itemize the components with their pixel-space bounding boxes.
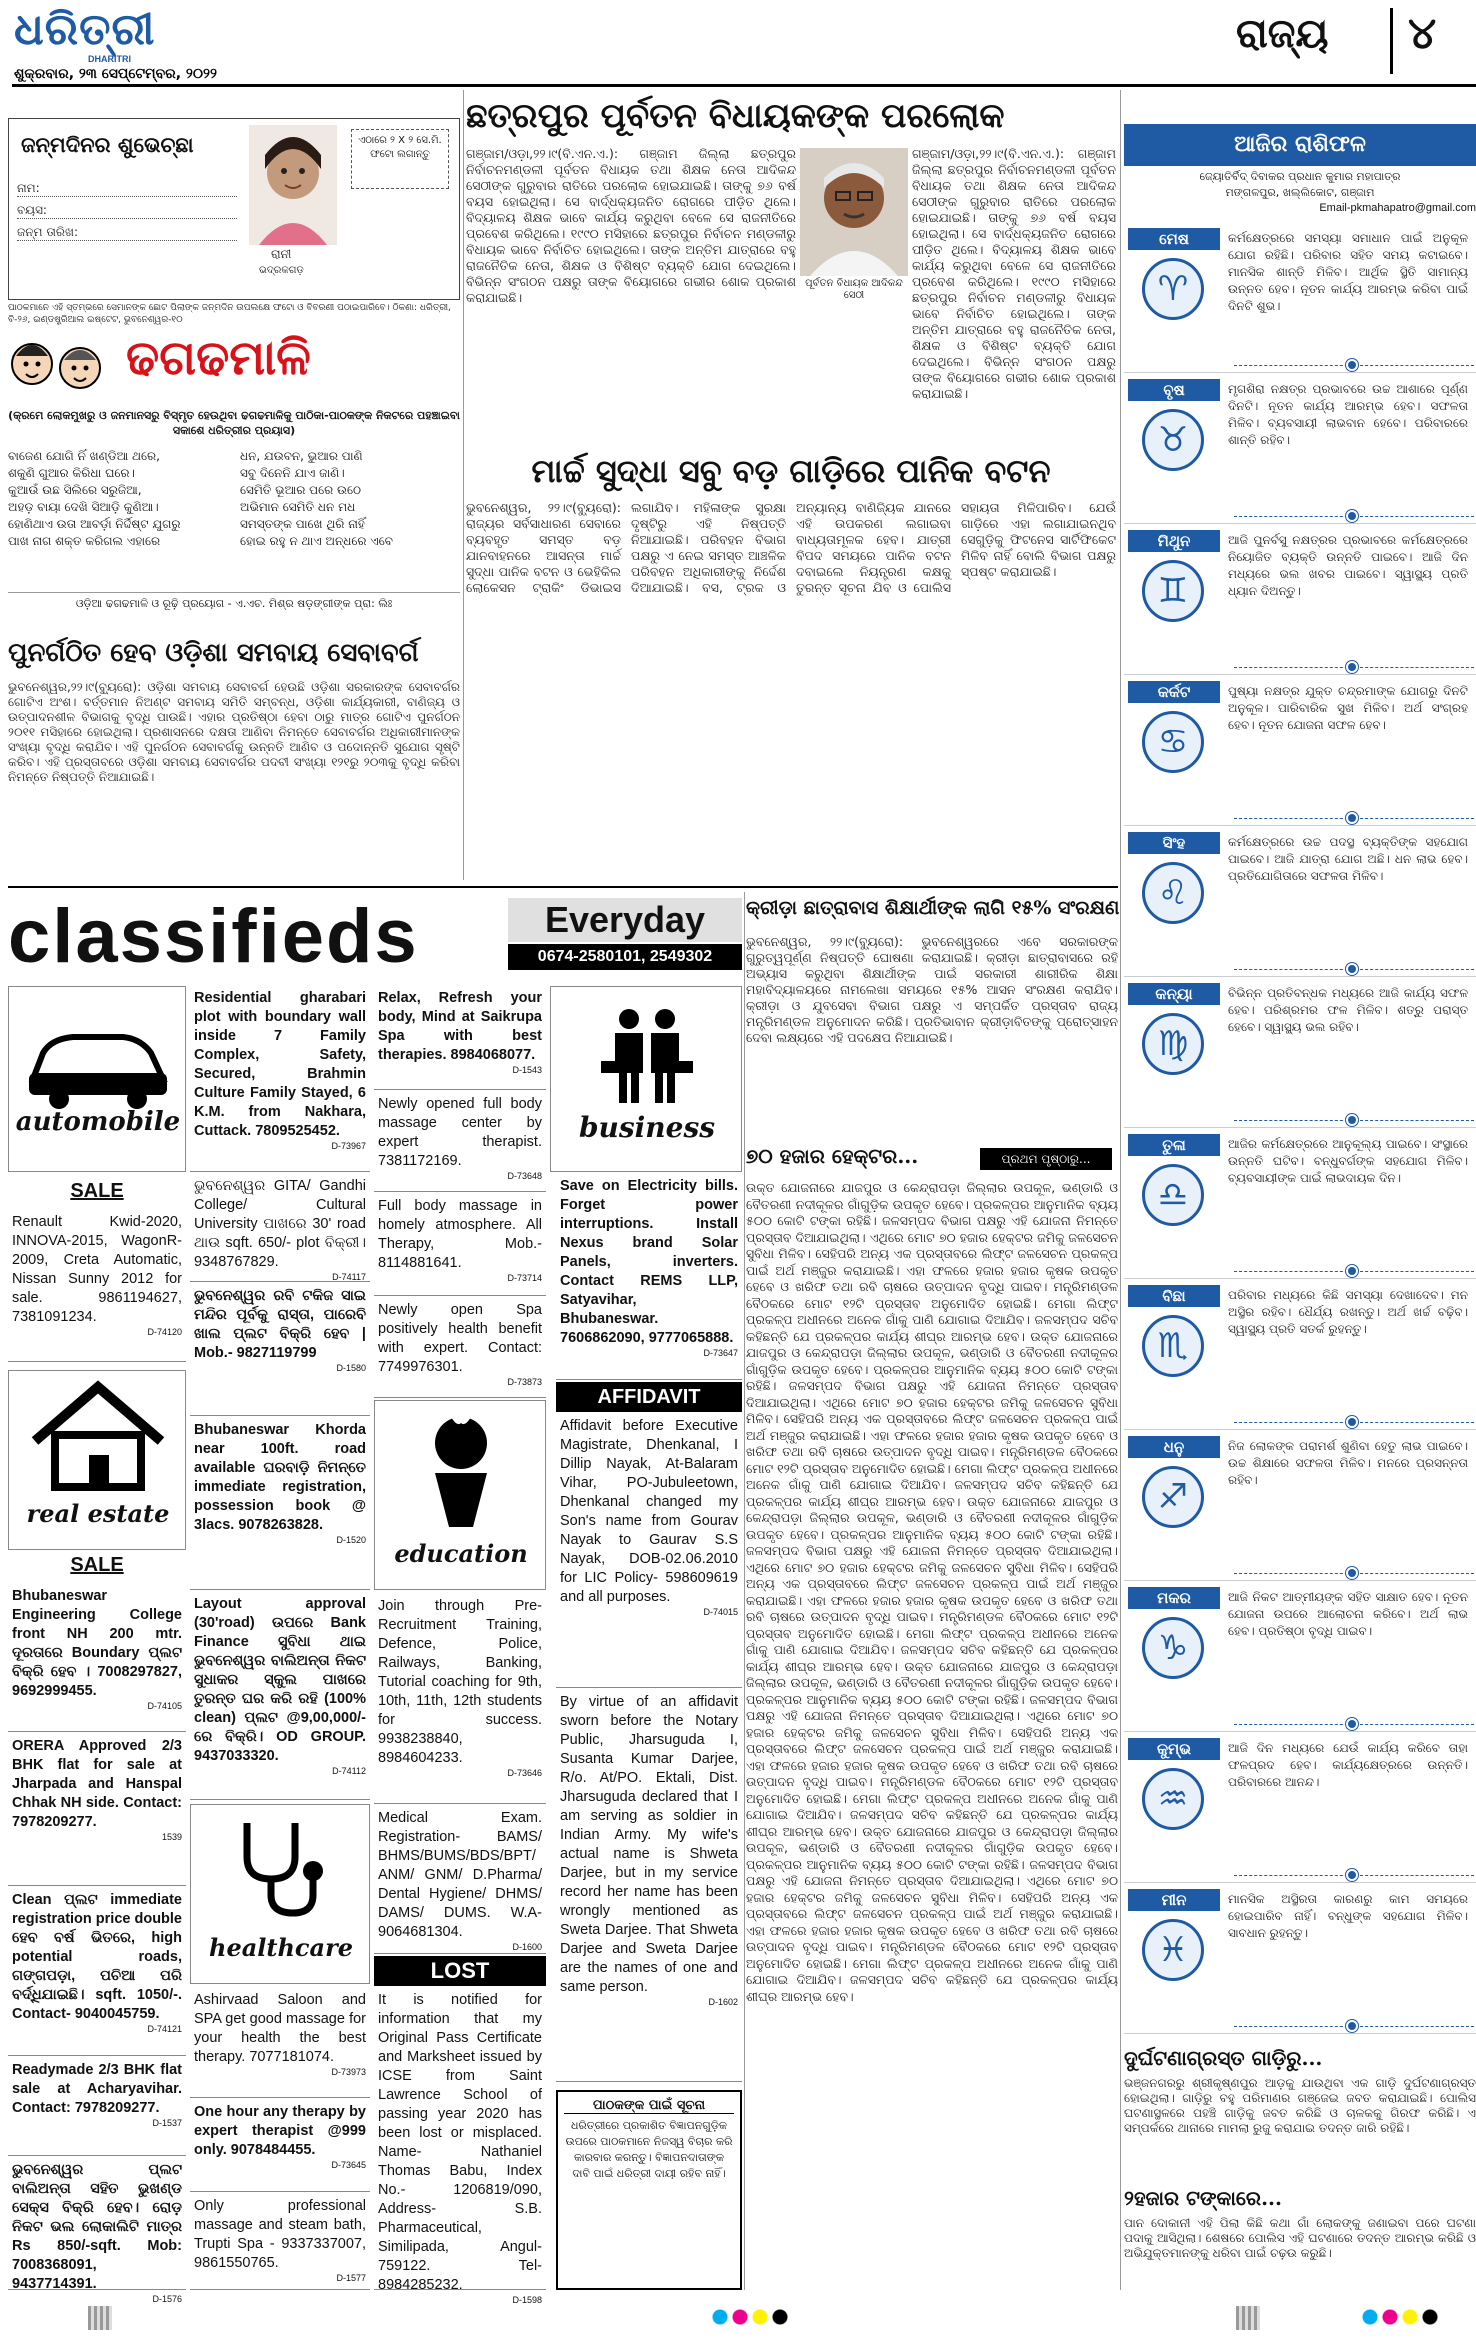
horoscope-sign-row [1124, 977, 1476, 1128]
coop-body: ଭୁବନେଶ୍ୱର,୨୨।୯(ବ୍ୟୁରୋ): ଓଡ଼ିଶା ସମବାୟ ସେବାବର୍ଗ ହେଉଛି ଓଡ଼ିଶା ସରକାରଙ୍କ ସେବାବର୍ଗର ଗୋଟିଏ ଅଂଶ। ବର୍ତ୍ତମାନ ନିଅଣ୍ଟ ସମବାୟ ସମିତି ସମ୍ବନ୍ଧ, ଓଡ଼ିଶା କାର୍ଯ୍ୟକାରୀ, ବାଣିଜ୍ୟ ଓ ଉତ୍ପାଦନଶୀଳ ବିଭାଗକୁ ବୃଦ୍ଧି ପାଉଛି। ଏହାର ପ୍ରତିଷ୍ଠା ହେବା ଠାରୁ ମାତ୍ର ଗୋଟିଏ ପୁନର୍ଗଠନ ୨୦୧୧ ମସିହାରେ ହୋଇଥିଲା। ପ୍ରଶାସନରେ ଦକ୍ଷତା ଆଣିବା ନିମନ୍ତେ ସେବାବର୍ଗର ଅଧିକାରୀମାନଙ୍କ ସଂଖ୍ୟା ବୃଦ୍ଧି କରାଯିବ। ଏହି ପୁନର୍ଗଠନ ସେବାବର୍ଗକୁ ଉନ୍ନତି ଆଣିବ ଓ ପଦୋନ୍ନତି ସୁଯୋଗ ସୃଷ୍ଟି କରିବ। ଏହି ପ୍ରସ୍ତାବରେ ଓଡ଼ିଶା ସମବାୟ ସେବାବର୍ଗର ପଦବୀ ସଂଖ୍ୟା ୧୨୧ରୁ ୨୦୩କୁ ବୃଦ୍ଧି କରିବା ନିମନ୍ତେ ନିଷ୍ପତ୍ତି ନିଆଯାଇଛି। [8, 680, 460, 784]
horoscope-sign-text: ମାନସିକ ଅସ୍ଥିରତା କାରଣରୁ କାମ ସମୟରେ ହୋଇପାରିବ ନାହିଁ। ବନ୍ଧୁଙ୍କ ସହଯୋଗ ମିଳିବ। ସାବଧାନ ରୁହନ୍ତୁ। [1228, 1892, 1468, 1940]
horoscope-sign-row [1124, 1732, 1476, 1883]
vehicle-headline[interactable]: ମାର୍ଚ୍ଚ ସୁଦ୍ଧା ସବୁ ବଡ଼ ଗାଡ଼ିରେ ପାନିକ ବଟନ [531, 452, 1051, 490]
vehicle-body: ଭୁବନେଶ୍ୱର, ୨୨।୯(ବ୍ୟୁରୋ): ରାଜ୍ୟର ସର୍ବସାଧାରଣ ସେବାରେ ବ୍ୟବହୃତ ସମସ୍ତ ବଡ଼ ଯାନବାହନରେ ଆସନ୍ତା ମାର୍ଚ୍ଚ ସୁଦ୍ଧା ପାନିକ ବଟନ ଓ ଭେହିକିଲ ଲୋକେସନ ଟ୍ରାକିଂ ଡିଭାଇସ ଲଗାଯିବ। ମହିଳାଙ୍କ ସୁରକ୍ଷା ଦୃଷ୍ଟିରୁ ଏହି ନିଷ୍ପତ୍ତି ନିଆଯାଇଛି। ପରିବହନ ବିଭାଗ ପକ୍ଷରୁ ଏ ନେଇ ସମସ୍ତ ଆଞ୍ଚଳିକ ପରିବହନ ଅଧିକାରୀଙ୍କୁ ନିର୍ଦ୍ଦେଶ ଦିଆଯାଇଛି। ବସ, ଟ୍ରକ ଓ ଅନ୍ୟାନ୍ୟ ବାଣିଜ୍ୟିକ ଯାନରେ ଏହି ଉପକରଣ ଲଗାଇବା ବାଧ୍ୟତାମୂଳକ ହେବ। ଯାତ୍ରୀ ବିପଦ ସମୟରେ ପାନିକ ବଟନ ଦବାଇଲେ ନିୟନ୍ତ୍ରଣ କକ୍ଷକୁ ତୁରନ୍ତ ସୂଚନା ଯିବ ଓ ପୋଲିସ ସହାୟତା ମିଳିପାରିବ। ଯେଉଁ ଗାଡ଼ିରେ ଏହା ଲଗାଯାଇନଥିବ ସେଗୁଡ଼ିକୁ ଫିଟନେସ ସାର୍ଟିଫିକେଟ ମିଳିବ ନାହିଁ ବୋଲି ବିଭାଗ ପକ୍ଷରୁ ସ୍ପଷ୍ଟ କରାଯାଇଛି। [466, 500, 1116, 595]
horoscope-sign-text: ବିଭିନ୍ନ ପ୍ରତିବନ୍ଧକ ମଧ୍ୟରେ ଆଜି କାର୍ଯ୍ୟ ସଫଳ ହେବ। ପରିଶ୍ରମର ଫଳ ମିଳିବ। ଶତ୍ରୁ ପରାସ୍ତ ହେବେ। ସ୍ୱାସ୍ଥ୍ୟ ଭଲ ରହିବ। [1228, 986, 1468, 1034]
horoscope-sign-name: ମୀନ [1128, 1889, 1220, 1911]
masthead-logo[interactable]: ଧରିତ୍ରୀ [14, 4, 156, 55]
dhagadamali-title: ଢଗଢମାଳି [126, 330, 311, 386]
horoscope-address: ମଙ୍ଗଳପୁର, ଖଲ୍ଲିକୋଟ, ଗଞ୍ଜାମ [1225, 186, 1375, 199]
horoscope-divider-dot [1346, 1114, 1358, 1126]
registration-mark-right [1236, 2306, 1260, 2330]
ad-newly-open-spa[interactable]: Newly open Spa positively health benefit with expert. Contact: 7749976301. D-73873 [374, 1298, 546, 1398]
hazar-body: ପାନ ଦୋକାନୀ ଏହି ପିଲା କିଛି କଥା ଗାଁ ଲୋକଙ୍କୁ ଜଣାଇବା ପରେ ଘଟଣା ପଦାକୁ ଆସିଥିଲା। ଶେଷରେ ପୋଲିସ ଏହି ଘଟଣାରେ ତଦନ୍ତ ଆରମ୍ଭ କରିଛି ଓ ଅଭିଯୁକ୍ତମାନଙ୍କୁ ଧରିବା ପାଇଁ ଚଢ଼ଉ କରୁଛି। [1124, 2216, 1476, 2260]
affidavit-heading: AFFIDAVIT [556, 1382, 742, 1412]
birthday-title: ଜନ୍ମଦିନର ଶୁଭେଚ୍ଛା [21, 133, 194, 157]
child-name: ରାନୀ [271, 247, 292, 261]
education-torch-icon [415, 1409, 507, 1533]
horoscope-sign-row [1124, 1883, 1476, 2034]
horoscope-sign-name: ମିଥୁନ [1128, 530, 1220, 552]
lead-body-right: ଗଞ୍ଜାମ/ଓଡ଼ା,୨୨।୯(ବି.ଏନ.ଏ.): ଗଞ୍ଜାମ ଜିଲ୍ଲା ଛତ୍ରପୁର ନିର୍ବାଚନମଣ୍ଡଳୀ ପୂର୍ବତନ ବିଧାୟକ ତଥା ଶିକ୍ଷକ ନେତା ଆଦିକନ୍ଦ ସେଠୀଙ୍କ ଗୁରୁବାର ରାତିରେ ପରଲୋକ ହୋଇଯାଇଛି। ତାଙ୍କୁ ୭୬ ବର୍ଷ ବୟସ ହୋଇଥିଲା। ସେ ବାର୍ଦ୍ଧକ୍ୟଜନିତ ରୋଗରେ ପୀଡ଼ିତ ଥିଲେ। ବିଦ୍ୟାଳୟ ଶିକ୍ଷକ ଭାବେ କାର୍ଯ୍ୟ କରୁଥିବା ବେଳେ ସେ ରାଜନୀତିରେ ପ୍ରବେଶ କରିଥିଲେ। ୧୯୯୦ ମସିହାରେ ଛତ୍ରପୁର ନିର୍ବାଚନ ମଣ୍ଡଳୀରୁ ବିଧାୟକ ଭାବେ ନିର୍ବାଚିତ ହୋଇଥିଲେ। ତାଙ୍କ ଅନ୍ତିମ ଯାତ୍ରାରେ ବହୁ ରାଜନୈତିକ ନେତା, ଶିକ୍ଷକ ଓ ବିଶିଷ୍ଟ ବ୍ୟକ୍ତି ଯୋଗ ଦେଇଥିଲେ। ବିଭିନ୍ନ ସଂଗଠନ ପକ୍ଷରୁ ତାଙ୍କ ବିୟୋଗରେ ଗଭୀର ଶୋକ ପ୍ରକାଶ କରାଯାଇଛି। [912, 146, 1116, 401]
classifieds-title: classifieds [8, 894, 419, 979]
ad-engineering-college[interactable]: Bhubaneswar Engineering College front NH 200 mtr. ଦୂରତାରେ Boundary ପ୍ଲଟ ବିକ୍ରି ହେବ । 7008297827, 9692999455. D-74105 [8, 1584, 186, 1732]
ad-solar[interactable]: Save on Electricity bills. Forget power interruptions. Install Nexus brand Solar Panels, inverters. Contact REMS LLP, Satyavihar, Bhubaneswar. 7606862090, 9777065888. D-73647 [556, 1174, 742, 1380]
horoscope-sign-text: ଆଜି ନିକଟ ଆତ୍ମୀୟଙ୍କ ସହିତ ସାକ୍ଷାତ ହେବ। ନୂତନ ଯୋଜନା ଉପରେ ଆଲୋଚନା କରିବେ। ଅର୍ଥ ଲାଭ ହେବ। ପ୍ରତିଷ୍ଠା ବୃଦ୍ଧି ପାଇବ। [1228, 1590, 1468, 1638]
horoscope-astrologer: ଜ୍ୟୋତିର୍ବିଦ୍ ଦିବାକର ପ୍ରଧାନ କୁମାର ମହାପାତ୍ର [1199, 170, 1401, 183]
ad-readymade[interactable]: Readymade 2/3 BHK flat sale at Acharyavihar. Contact: 7978209277. D-1537 [8, 2058, 186, 2156]
horoscope-divider-dot [1346, 1869, 1358, 1881]
child-photo [249, 125, 337, 245]
classifieds-phones[interactable]: 0674-2580101, 2549302 [508, 944, 742, 970]
registration-dots-left [710, 2308, 790, 2326]
ad-gita[interactable]: ଭୁବନେଶ୍ୱର GITA/ Gandhi College/ Cultural University ପାଖରେ 30' road ଥାଉ sqft. 650/- plot ବିକ୍ରୀ। 9348767829. D-74117 [190, 1174, 370, 1282]
ad-pre-recruitment[interactable]: Join through Pre-Recruitment Training, Defence, Police, Railways, Banking, Tutorial coaching for 9th, 10th, 11th, 12th students for success. 9938238840, 8984604233. D-73646 [374, 1594, 546, 1804]
zodiac-icon: ♎ [1142, 1164, 1204, 1226]
horoscope-sign-row [1124, 1430, 1476, 1581]
ad-affidavit-2[interactable]: By virtue of an affidavit sworn before the Notary Public, Jharsuguda I, Susanta Kumar Darjee, R/o. At/PO. Ektali, Dist. Jharsuguda declared that I am serving as soldier in Indian Army. My wife's actual name is Shweta Darjee, but in my service record her name has been wrongly mentioned as Sweta Darjee. That Shweta Darjee and Sweta Darjee are the names of one and same person. D-1602 [556, 1690, 742, 2082]
category-education-label: education [394, 1539, 528, 1568]
ad-orera[interactable]: ORERA Approved 2/3 BHK flat for sale at Jharpada and Hanspal Chhak NH side. Contact: 7978209277. 1539 [8, 1734, 186, 1886]
page-number: ୪ [1408, 8, 1437, 59]
ad-full-body[interactable]: Full body massage in homely atmosphere. All Therapy, Mob.- 8114881641. D-73714 [374, 1194, 546, 1296]
lead-headline[interactable]: ଛତ୍ରପୁର ପୂର୍ବତନ ବିଧାୟକଙ୍କ ପରଲୋକ [466, 96, 1005, 136]
registration-dots-right [1360, 2308, 1440, 2326]
horoscope-sign-row [1124, 222, 1476, 373]
horoscope-divider-dot [1346, 812, 1358, 824]
sports-body: ଭୁବନେଶ୍ୱର, ୨୨।୯(ବ୍ୟୁରୋ): ଭୁବନେଶ୍ୱରରେ ଏବେ ସରକାରଙ୍କ ଗୁରୁତ୍ୱପୂର୍ଣ୍ଣ ନିଷ୍ପତ୍ତି ଘୋଷଣା କରାଯାଇଛି। କ୍ରୀଡ଼ା ଛାତ୍ରାବାସରେ ରହି ଅଭ୍ୟାସ କରୁଥିବା ଶିକ୍ଷାର୍ଥୀଙ୍କ ପାଇଁ ସରକାରୀ ଶାରୀରିକ ଶିକ୍ଷା ମହାବିଦ୍ୟାଳୟରେ ନାମଲେଖା ସମୟରେ ୧୫% ଆସନ ସଂରକ୍ଷଣ କରାଯିବ। କ୍ରୀଡ଼ା ଓ ଯୁବସେବା ବିଭାଗ ପକ୍ଷରୁ ଏ ସମ୍ପର୍କିତ ପ୍ରସ୍ତାବ ରାଜ୍ୟ ମନ୍ତ୍ରିମଣ୍ଡଳ ଅନୁମୋଦନ କରିଛି। ପ୍ରତିଭାବାନ କ୍ରୀଡ଼ାବିତଙ୍କୁ ପ୍ରୋତ୍ସାହନ ଦେବା ଲକ୍ଷ୍ୟରେ ଏହି ପଦକ୍ଷେପ ନିଆଯାଇଛି। [746, 934, 1118, 1045]
notice-title: ପାଠକଙ୍କ ପାଇଁ ସୂଚନା [564, 2098, 734, 2114]
horoscope-sign-row [1124, 524, 1476, 675]
lead-photo-caption: ପୂର୍ବତନ ବିଧାୟକ ଆଦିକନ୍ଦ ସେଠୀ [805, 278, 903, 301]
column-rule-2 [1120, 90, 1121, 2290]
lead-photo [800, 148, 908, 276]
horoscope-sign-row [1124, 826, 1476, 977]
accident-headline[interactable]: ଦୁର୍ଘଟଣାଗ୍ରସ୍ତ ଗାଡ଼ିରୁ... [1124, 2046, 1323, 2070]
dhagadamali-subtitle: (କ୍ରମେ ଲୋକମୁଖରୁ ଓ ଜନମାନସରୁ ବିସ୍ମୃତ ହେଉଥିବା ଢଗଢମାଳିକୁ ପାଠିକା-ପାଠକଙ୍କ ନିକଟରେ ପହଞ୍ଚାଇବା ସକାଶେ ଧରିତ୍ରୀର ପ୍ରୟାସ) [8, 409, 460, 437]
ad-professional[interactable]: Only professional massage and steam bath, Trupti Spa - 9337337007, 9861550765. D-1577 [190, 2194, 370, 2290]
dhagadamali-box [8, 330, 460, 630]
zodiac-icon: ♑ [1142, 1617, 1204, 1679]
horoscope-divider-dot [1346, 1718, 1358, 1730]
horoscope-divider-dot [1346, 1567, 1358, 1579]
zodiac-icon: ♏ [1142, 1315, 1204, 1377]
ad-khordha[interactable]: Bhubaneswar Khorda near 100ft. road available ଘରବାଡ଼ି ନିମନ୍ତେ immediate registration, possession book @ 3lacs. 9078263828. D-1520 [190, 1418, 370, 1590]
ad-layout[interactable]: Layout approval (30'road) ଉପରେ Bank Finance ସୁବିଧା ଥାଇ ଭୁବନେଶ୍ୱର ବାଲିଅନ୍ତା ନିକଟ ସୁଧାକର ସ୍କୁଲ ପାଖରେ ତୁରନ୍ତ ଘର କରି ରହି (100% clean) ପ୍ଲଟ @9,00,000/-ରେ ବିକ୍ରି। OD GROUP. 9437033320. D-74112 [190, 1592, 370, 1800]
stethoscope-icon [227, 1813, 337, 1923]
horoscope-sign-name: ମକର [1128, 1587, 1220, 1609]
horoscope-sign-name: ତୁଳା [1128, 1134, 1220, 1156]
section-divider [1390, 8, 1393, 74]
ad-relax[interactable]: Relax, Refresh your body, Mind at Saikrupa Spa with best therapies. 8984068077. D-1543 [374, 986, 546, 1090]
category-healthcare-label: healthcare [209, 1933, 353, 1962]
zodiac-icon: ♓ [1142, 1919, 1204, 1981]
continued-tag: ପ୍ରଥମ ପୃଷ୍ଠାରୁ... [980, 1148, 1112, 1170]
horoscope-sign-name: କୁମ୍ଭ [1128, 1738, 1220, 1760]
horoscope-sign-name: କର୍କଟ [1128, 681, 1220, 703]
horoscope-sign-text: ମୃଗଶିରା ନକ୍ଷତ୍ର ପ୍ରଭାବରେ ଉଚ୍ଚ ଆଶାରେ ପୂର୍ଣ୍ଣ ଦିନଟି। ନୂତନ କାର୍ଯ୍ୟ ଆରମ୍ଭ ହେବ। ସଫଳତା ମିଳିବ। ବ୍ୟବସାୟୀ ଲାଭବାନ ହେବେ। ପରିବାରରେ ଶାନ୍ତି ରହିବ। [1228, 382, 1468, 447]
horoscope-sign-name: ବୃଷ [1128, 379, 1220, 401]
sale-label-1: SALE [70, 1180, 124, 1202]
horoscope-sign-text: ଆଜିର କର୍ମକ୍ଷେତ୍ରରେ ଆନୁକୂଲ୍ୟ ପାଇବେ। ସଂସ୍ଥାରେ ଉନ୍ନତି ଘଟିବ। ବନ୍ଧୁବର୍ଗଙ୍କ ସହଯୋଗ ମିଳିବ। ବ୍ୟବସାୟୀଙ୍କ ପାଇଁ ଲାଭଦାୟକ ଦିନ। [1228, 1137, 1468, 1185]
horoscope-divider-dot [1346, 1416, 1358, 1428]
child-place: ଭଦ୍ରକଗଡ଼ [259, 265, 304, 276]
ad-kwid[interactable]: Renault Kwid-2020, INNOVA-2015, WagonR-2009, Creta Automatic, Nissan Sunny 2012 for sale. 9861194627, 7381091234. D-74120 [8, 1210, 186, 1362]
continued-headline[interactable]: ୭୦ ହଜାର ହେକ୍ଟର... [746, 1144, 919, 1168]
dhagadamali-credit: ଓଡ଼ିଆ ଢଗଢମାଳି ଓ ରୂଢ଼ି ପ୍ରୟୋଗ - ଏ.ଏଚ. ମିଶ୍ର ଷଡ଼ଙ୍ଗୀଙ୍କ ପ୍ରା: ଲିଃ [8, 592, 460, 611]
ad-gharabari[interactable]: Residential gharabari plot with boundary wall inside 7 Family Complex, Safety, Secured, Brahmin Culture Family Stayed, 6 K.M. from Nakhara, Cuttack. 7809525452. D-73967 [190, 986, 370, 1172]
horoscope-sign-row [1124, 675, 1476, 826]
horoscope-divider-dot [1346, 1265, 1358, 1277]
lost-heading: LOST [374, 1956, 546, 1986]
registration-mark-left [88, 2306, 112, 2330]
cartoon-faces-icon [8, 330, 108, 404]
dhagadamali-right: ଧନ, ଯଉବନ, ଭୁଆର ପାଣି ସବୁ ଦିନେନି ଯାଏ ଜାଣି। ସେମିତି ଭୂଆର ପରେ ଉଠେ ଅଭିମାନ ସେମିତି ଧନ ମଧ ସମସ୍ତଙ୍କ ପାଖେ ଥିରି ନାହିଁ ହୋଇ ରହୁ ନ ଥାଏ ଅନ୍ଧରେ ଏବେ [240, 449, 393, 548]
column-rule-3 [744, 892, 745, 2290]
accident-body: ଭଞ୍ଜନଗରରୁ ଶ୍ରୀକୃଷ୍ଣପୁର ଆଡ଼କୁ ଯାଉଥିବା ଏକ ଗାଡ଼ି ଦୁର୍ଘଟଣାଗ୍ରସ୍ତ ହୋଇଥିଲା। ଗାଡ଼ିରୁ ବହୁ ପରିମାଣର ଗଞ୍ଜେଇ ଜବତ କରାଯାଇଛି। ପୋଲିସ ଘଟଣାସ୍ଥଳରେ ପହଞ୍ଚି ଗାଡ଼ିକୁ ଜବତ କରିଛି ଓ ଚାଳକକୁ ଗିରଫ କରିଛି। ଏ ସମ୍ପର୍କରେ ଥାନାରେ ମାମଲା ରୁଜୁ କରାଯାଇ ତଦନ୍ତ ଜାରି ରହିଛି। [1124, 2076, 1476, 2135]
coop-headline[interactable]: ପୁନର୍ଗଠିତ ହେବ ଓଡ଼ିଶା ସମବାୟ ସେବାବର୍ଗ [8, 638, 419, 668]
category-education[interactable] [374, 1400, 546, 1590]
ad-balianta[interactable]: ଭୁବନେଶ୍ୱର ପ୍ଲଟ ବାଲିଅନ୍ତା ସହିତ ଭୁଖଣ୍ଡ ସେକ୍ସ ବିକ୍ରି ହେବ। ରୋଡ଼ ନିକଟ ଭଲ ଲୋକାଲିଟି ମାତ୍ର Rs 850/-sqft. Mob: 7008368091, 9437714391. D-1576 [8, 2158, 186, 2290]
zodiac-icon: ♈ [1142, 258, 1204, 320]
masthead [0, 0, 1476, 84]
notice-body: ଧରିତ୍ରୀରେ ପ୍ରକାଶିତ ବିଜ୍ଞାପନଗୁଡ଼ିକ ଉପରେ ପାଠକମାନେ ନିଜସ୍ୱ ବିଚାର କରି କାରବାର କରନ୍ତୁ। ବିଜ୍ଞାପନଦାତାଙ୍କ ଦାବି ପାଇଁ ଧରିତ୍ରୀ ଦାୟୀ ରହିବ ନାହିଁ। [565, 2119, 733, 2180]
lead-body-left: ଗଞ୍ଜାମ/ଓଡ଼ା,୨୨।୯(ବି.ଏନ.ଏ.): ଗଞ୍ଜାମ ଜିଲ୍ଲା ଛତ୍ରପୁର ନିର୍ବାଚନମଣ୍ଡଳୀ ପୂର୍ବତନ ବିଧାୟକ ତଥା ଶିକ୍ଷକ ନେତା ଆଦିକନ୍ଦ ସେଠୀଙ୍କ ଗୁରୁବାର ରାତିରେ ପରଲୋକ ହୋଇଯାଇଛି। ତାଙ୍କୁ ୭୬ ବର୍ଷ ବୟସ ହୋଇଥିଲା। ସେ ବାର୍ଦ୍ଧକ୍ୟଜନିତ ରୋଗରେ ପୀଡ଼ିତ ଥିଲେ। ବିଦ୍ୟାଳୟ ଶିକ୍ଷକ ଭାବେ କାର୍ଯ୍ୟ କରୁଥିବା ବେଳେ ସେ ରାଜନୀତିରେ ପ୍ରବେଶ କରିଥିଲେ। ୧୯୯୦ ମସିହାରେ ଛତ୍ରପୁର ନିର୍ବାଚନ ମଣ୍ଡଳୀରୁ ବିଧାୟକ ଭାବେ ନିର୍ବାଚିତ ହୋଇଥିଲେ। ତାଙ୍କ ଅନ୍ତିମ ଯାତ୍ରାରେ ବହୁ ରାଜନୈତିକ ନେତା, ଶିକ୍ଷକ ଓ ବିଶିଷ୍ଟ ବ୍ୟକ୍ତି ଯୋଗ ଦେଇଥିଲେ। ବିଭିନ୍ନ ସଂଗଠନ ପକ୍ଷରୁ ତାଙ୍କ ବିୟୋଗରେ ଗଭୀର ଶୋକ ପ୍ରକାଶ କରାଯାଇଛି। [466, 146, 796, 305]
ad-affidavit-1[interactable]: Affidavit before Executive Magistrate, Dhenkanal, I Dillip Nayak, At-Balaram Vihar, PO-Jubuleetown, Dhenkanal changed my Son's name from Gourav Nayak to Gaurav S.S Nayak, DOB-02.06.2010 for LIC Policy- 598609619 and all purposes. D-74015 [556, 1414, 742, 1688]
horoscope-sign-text: ଆଜି ପୁନର୍ବସୁ ନକ୍ଷତ୍ରର ପ୍ରଭାବରେ କର୍ମକ୍ଷେତ୍ରରେ ନିୟୋଜିତ ବ୍ୟକ୍ତି ଉନ୍ନତି ପାଇବେ। ଆଜି ଦିନ ମଧ୍ୟରେ ଭଲ ଖବର ପାଇବେ। ସ୍ୱାସ୍ଥ୍ୟ ପ୍ରତି ଧ୍ୟାନ ଦିଅନ୍ତୁ। [1228, 533, 1468, 598]
birthday-footnote: ପାଠକମାନେ ଏହି ସ୍ତମ୍ଭରେ ସେମାନଙ୍କ ଛୋଟ ପିଲାଙ୍କ ଜନ୍ମଦିନ ଉପଲକ୍ଷେ ଫଟୋ ଓ ବିବରଣୀ ପଠାଇପାରିବେ। ଠିକଣା: ଧରିତ୍ରୀ, ବି-୨୬, ଇଣ୍ଡଷ୍ଟ୍ରିଆଲ ଇଷ୍ଟେଟ, ଭୁବନେଶ୍ୱର-୧୦ [8, 303, 451, 325]
horoscope-sign-row [1124, 373, 1476, 524]
masthead-date: ଶୁକ୍ରବାର, ୨୩ ସେପ୍ଟେମ୍ବର, ୨୦୨୨ [14, 66, 217, 82]
zodiac-icon: ♊ [1142, 560, 1204, 622]
section-title: ରାଜ୍ୟ [1236, 10, 1329, 57]
print-registration-bar [0, 2300, 1476, 2339]
zodiac-icon: ♐ [1142, 1466, 1204, 1528]
ad-clean-plot[interactable]: Clean ପ୍ଲଟ immediate registration price double ହେବ ବର୍ଷ ଭିତରେ, high potential roads, ଗଙ୍ଗପଡ଼ା, ପଚିଆ ପରି ବର୍ଦ୍ଧିଯାଇଛି। sqft. 1050/-. Contact- 9040045759. D-74121 [8, 1888, 186, 2056]
ad-medical[interactable]: Medical Exam. Registration- BAMS/ BHMS/BUMS/BDS/BPT/ ANM/ GNM/ D.Pharma/ Dental Hygiene/ DHMS/ DAMS/ DUMS. W.A-9064681304. D-1600 [374, 1806, 546, 1954]
ad-newly-opened[interactable]: Newly opened full body massage center by expert therapist. 7381172169. D-73648 [374, 1092, 546, 1192]
category-real-estate[interactable] [8, 1370, 186, 1550]
zodiac-icon: ♋ [1142, 711, 1204, 773]
ad-lost[interactable]: It is notified for information that my Original Pass Certificate and Marksheet issued by ICSE from Saint Lawrence School of passing year 2020 has been lost or misplaced. Name- Nathaniel Thomas Babu, Index No.- 1206819/090, Address- S.B. Pharmaceutical, Similipada, Angul-759122. Tel- 8984285232. D-1598 [374, 1988, 546, 2290]
horoscope-sign-row [1124, 1128, 1476, 1279]
sports-headline[interactable]: କ୍ରୀଡ଼ା ଛାତ୍ରାବାସ ଶିକ୍ଷାର୍ଥୀଙ୍କ ଲାଗି ୧୫% ସଂରକ୍ଷଣ [746, 897, 1120, 919]
horoscope-sign-text: ପରିବାର ମଧ୍ୟରେ କିଛି ସମସ୍ୟା ଦେଖାଦେବ। ମନ ଅସ୍ଥିର ରହିବ। ଧୈର୍ଯ୍ୟ ରଖନ୍ତୁ। ଅର୍ଥ ଖର୍ଚ୍ଚ ବଢ଼ିବ। ସ୍ୱାସ୍ଥ୍ୟ ପ୍ରତି ସତର୍କ ରୁହନ୍ତୁ। [1228, 1288, 1468, 1336]
horoscope-divider-dot [1346, 510, 1358, 522]
horoscope-sign-row [1124, 1279, 1476, 1430]
horoscope-divider-dot [1346, 963, 1358, 975]
horoscope-header: ଆଜିର ରାଶିଫଳ [1124, 124, 1476, 166]
business-people-icon [597, 1005, 697, 1105]
birthday-box [8, 118, 460, 300]
category-business[interactable] [550, 986, 742, 1172]
horoscope-sign-name: ଧନୁ [1128, 1436, 1220, 1458]
horoscope-sign-row [1124, 1581, 1476, 1732]
photo-placeholder: ଏଠାରେ ୨ X ୨ ସେ.ମି. ଫଟୋ ଲଗାନ୍ତୁ [351, 129, 449, 189]
horoscope-divider-dot [1346, 661, 1358, 673]
horoscope-sign-name: ବିଛା [1128, 1285, 1220, 1307]
horoscope-divider-dot [1346, 359, 1358, 371]
zodiac-icon: ♍ [1142, 1013, 1204, 1075]
zodiac-icon: ♉ [1142, 409, 1204, 471]
horoscope-sign-text: ପୁଷ୍ୟା ନକ୍ଷତ୍ର ଯୁକ୍ତ ଚନ୍ଦ୍ରମାଙ୍କ ଯୋଗରୁ ଦିନଟି ଅନୁକୂଳ। ପାରିବାରିକ ସୁଖ ମିଳିବ। ଅର୍ଥ ସଂଗ୍ରହ ହେବ। ନୂତନ ଯୋଜନା ସଫଳ ହେବ। [1228, 684, 1468, 732]
masthead-logo-sub: DHARITRI [88, 54, 131, 64]
classifieds-everyday: Everyday [508, 898, 742, 942]
horoscope-sign-text: ଆଜି ଦିନ ମଧ୍ୟରେ ଯେଉଁ କାର୍ଯ୍ୟ କରିବେ ତାହା ଫଳପ୍ରଦ ହେବ। କାର୍ଯ୍ୟକ୍ଷେତ୍ରରେ ଉନ୍ନତି। ପରିବାରରେ ଆନନ୍ଦ। [1228, 1741, 1468, 1789]
masthead-rule [12, 84, 1476, 87]
horoscope-sign-text: ନିଜ ଲୋକଙ୍କ ପରାମର୍ଶ ଶୁଣିବା ହେତୁ ଲାଭ ପାଇବେ। ଉଚ୍ଚ ଶିକ୍ଷାରେ ସଫଳତା ମିଳିବ। ମନରେ ପ୍ରସନ୍ନତା ରହିବ। [1228, 1439, 1468, 1487]
zodiac-icon: ♌ [1142, 862, 1204, 924]
horoscope-sign-text: କର୍ମକ୍ଷେତ୍ରରେ ଉଚ୍ଚ ପଦସ୍ଥ ବ୍ୟକ୍ତିଙ୍କ ସହଯୋଗ ପାଇବେ। ଆଜି ଯାତ୍ରା ଯୋଗ ଅଛି। ଧନ ଲାଭ ହେବ। ପ୍ରତିଯୋଗିତାରେ ସଫଳତା ମିଳିବ। [1228, 835, 1468, 883]
category-automobile[interactable] [8, 986, 186, 1172]
horoscope-sign-name: କନ୍ୟା [1128, 983, 1220, 1005]
horoscope-sign-name: ମେଷ [1128, 228, 1220, 250]
category-real-estate-label: real estate [26, 1499, 170, 1528]
category-healthcare[interactable] [190, 1804, 370, 1984]
hazar-headline[interactable]: ୨ହଜାର ଟଙ୍କାରେ... [1124, 2186, 1282, 2210]
birthday-dob-label: ଜନ୍ମ ତାରିଖ: [17, 225, 237, 241]
dhagadamali-left: ବାଜେଣ ଯୋଗି ନିଁ ଖଣ୍ଡିଆ ଥରେ, ଶକୁଣି ଗୁଆର କିରିଧା ଘରେ। କୁଆଉଁ ଉଛ ସିଲିରେ ସରୁଜିଆ, ଅହଡ଼ ବାୟା ଦେଖି ସିଆଡ଼ି କୁଣିଆ। ହୋଣିଥାଏ ଉତା ଆବର୍ଡ଼ା ନିର୍ଦ୍ଦିଷ୍ଟ ଯୁଗରୁ ପାଖ ନାଗ ଶକ୍ତ କରିଗଲ ଏହାରେ [8, 449, 181, 548]
car-icon [23, 1013, 173, 1109]
column-rule-1 [463, 90, 464, 880]
horoscope-sign-text: କର୍ମକ୍ଷେତ୍ରରେ ସମସ୍ୟା ସମାଧାନ ପାଇଁ ଅନୁକୂଳ ଯୋଗ ରହିଛି। ପରିବାର ସହିତ ସମୟ କଟାଇବେ। ମାନସିକ ଶାନ୍ତି ମିଳିବ। ଆର୍ଥିକ ସ୍ଥିତି ସାମାନ୍ୟ ଉନ୍ନତ ହେବ। ନୂତନ କାର୍ଯ୍ୟ ଆରମ୍ଭ କରିବା ପାଇଁ ଦିନଟି ଶୁଭ। [1228, 231, 1468, 313]
horoscope-email[interactable]: Email-pkmahapatro@gmail.com [1319, 202, 1476, 214]
category-automobile-label: automobile [15, 1107, 181, 1137]
zodiac-icon: ♒ [1142, 1768, 1204, 1830]
sale-label-2: SALE [70, 1554, 124, 1576]
notice-box [556, 2090, 742, 2290]
ad-ravi[interactable]: ଭୁବନେଶ୍ୱର ରବି ଟକିଜ ସାଇ ମନ୍ଦିର ପୂର୍ବକୁ ରାସ୍ତା, ପାରେବି ଖାଲ ପ୍ଲଟ ବିକ୍ରି ହେବ | Mob.- 9827119799 D-1580 [190, 1284, 370, 1416]
house-icon [29, 1381, 167, 1491]
ad-one-hour[interactable]: One hour any therapy by expert therapist @999 only. 9078484455. D-73645 [190, 2100, 370, 2192]
horoscope-divider-dot [1346, 2020, 1358, 2032]
section-rule-classifieds [8, 886, 1118, 888]
ad-ashirvaad[interactable]: Ashirvaad Saloon and SPA get good massage for your health the best therapy. 7077181074. D-73973 [190, 1988, 370, 2098]
birthday-name-label: ନାମ: [17, 181, 237, 197]
birthday-age-label: ବୟସ: [17, 203, 237, 219]
classifieds-banner [8, 892, 742, 988]
category-business-label: business [578, 1111, 716, 1144]
continued-body: ଉକ୍ତ ଯୋଜନାରେ ଯାଜପୁର ଓ କେନ୍ଦ୍ରାପଡ଼ା ଜିଲ୍ଲାର ଉପକୂଳ, ଭଣ୍ଡାରି ଓ ବୈତରଣୀ ନଦୀକୂଳର ଗାଁଗୁଡ଼ିକ ଉପକୃତ ହେବେ। ପ୍ରକଳ୍ପର ଆନୁମାନିକ ବ୍ୟୟ ୫୦୦ କୋଟି ଟଙ୍କା ରହିଛି। ଜଳସମ୍ପଦ ବିଭାଗ ପକ୍ଷରୁ ଏହି ଯୋଜନା ନିମନ୍ତେ ପ୍ରସ୍ତାବ ଦିଆଯାଇଥିଲା। ଏଥିରେ ମୋଟ ୭୦ ହଜାର ହେକ୍ଟର ଜମିକୁ ଜଳସେଚନ ସୁବିଧା ମିଳିବ। ସେହିପରି ଅନ୍ୟ ଏକ ପ୍ରସ୍ତାବରେ ଲିଫ୍ଟ ଜଳସେଚନ ପ୍ରକଳ୍ପ ପାଇଁ ଅର୍ଥ ମଞ୍ଜୁର କରାଯାଇଛି। ଏହା ଫଳରେ ହଜାର ହଜାର କୃଷକ ଉପକୃତ ହେବେ ଓ ଖରିଫ ତଥା ରବି ଚାଷରେ ଉତ୍ପାଦନ ବୃଦ୍ଧି ପାଇବ। ମନ୍ତ୍ରିମଣ୍ଡଳ ବୈଠକରେ ମୋଟ ୧୨ଟି ପ୍ରସ୍ତାବ ଅନୁମୋଦିତ ହୋଇଛି। ମେଗା ଲିଫ୍ଟ ପ୍ରକଳ୍ପ ଅଧୀନରେ ଅନେକ ଗାଁକୁ ପାଣି ଯୋଗାଇ ଦିଆଯିବ। ଜଳସମ୍ପଦ ସଚିବ କହିଛନ୍ତି ଯେ ପ୍ରକଳ୍ପର କାର୍ଯ୍ୟ ଶୀଘ୍ର ଆରମ୍ଭ ହେବ। ଉକ୍ତ ଯୋଜନାରେ ଯାଜପୁର ଓ କେନ୍ଦ୍ରାପଡ଼ା ଜିଲ୍ଲାର ଉପକୂଳ, ଭଣ୍ଡାରି ଓ ବୈତରଣୀ ନଦୀକୂଳର ଗାଁଗୁଡ଼ିକ ଉପକୃତ ହେବେ। ପ୍ରକଳ୍ପର ଆନୁମାନିକ ବ୍ୟୟ ୫୦୦ କୋଟି ଟଙ୍କା ରହିଛି। ଜଳସମ୍ପଦ ବିଭାଗ ପକ୍ଷରୁ ଏହି ଯୋଜନା ନିମନ୍ତେ ପ୍ରସ୍ତାବ ଦିଆଯାଇଥିଲା। ଏଥିରେ ମୋଟ ୭୦ ହଜାର ହେକ୍ଟର ଜମିକୁ ଜଳସେଚନ ସୁବିଧା ମିଳିବ। ସେହିପରି ଅନ୍ୟ ଏକ ପ୍ରସ୍ତାବରେ ଲିଫ୍ଟ ଜଳସେଚନ ପ୍ରକଳ୍ପ ପାଇଁ ଅର୍ଥ ମଞ୍ଜୁର କରାଯାଇଛି। ଏହା ଫଳରେ ହଜାର ହଜାର କୃଷକ ଉପକୃତ ହେବେ ଓ ଖରିଫ ତଥା ରବି ଚାଷରେ ଉତ୍ପାଦନ ବୃଦ୍ଧି ପାଇବ। ମନ୍ତ୍ରିମଣ୍ଡଳ ବୈଠକରେ ମୋଟ ୧୨ଟି ପ୍ରସ୍ତାବ ଅନୁମୋଦିତ ହୋଇଛି। ମେଗା ଲିଫ୍ଟ ପ୍ରକଳ୍ପ ଅଧୀନରେ ଅନେକ ଗାଁକୁ ପାଣି ଯୋଗାଇ ଦିଆଯିବ। ଜଳସମ୍ପଦ ସଚିବ କହିଛନ୍ତି ଯେ ପ୍ରକଳ୍ପର କାର୍ଯ୍ୟ ଶୀଘ୍ର ଆରମ୍ଭ ହେବ। ଉକ୍ତ ଯୋଜନାରେ ଯାଜପୁର ଓ କେନ୍ଦ୍ରାପଡ଼ା ଜିଲ୍ଲାର ଉପକୂଳ, ଭଣ୍ଡାରି ଓ ବୈତରଣୀ ନଦୀକୂଳର ଗାଁଗୁଡ଼ିକ ଉପକୃତ ହେବେ। ପ୍ରକଳ୍ପର ଆନୁମାନିକ ବ୍ୟୟ ୫୦୦ କୋଟି ଟଙ୍କା ରହିଛି। ଜଳସମ୍ପଦ ବିଭାଗ ପକ୍ଷରୁ ଏହି ଯୋଜନା ନିମନ୍ତେ ପ୍ରସ୍ତାବ ଦିଆଯାଇଥିଲା। ଏଥିରେ ମୋଟ ୭୦ ହଜାର ହେକ୍ଟର ଜମିକୁ ଜଳସେଚନ ସୁବିଧା ମିଳିବ। ସେହିପରି ଅନ୍ୟ ଏକ ପ୍ରସ୍ତାବରେ ଲିଫ୍ଟ ଜଳସେଚନ ପ୍ରକଳ୍ପ ପାଇଁ ଅର୍ଥ ମଞ୍ଜୁର କରାଯାଇଛି। ଏହା ଫଳରେ ହଜାର ହଜାର କୃଷକ ଉପକୃତ ହେବେ ଓ ଖରିଫ ତଥା ରବି ଚାଷରେ ଉତ୍ପାଦନ ବୃଦ୍ଧି ପାଇବ। ମନ୍ତ୍ରିମଣ୍ଡଳ ବୈଠକରେ ମୋଟ ୧୨ଟି ପ୍ରସ୍ତାବ ଅନୁମୋଦିତ ହୋଇଛି। ମେଗା ଲିଫ୍ଟ ପ୍ରକଳ୍ପ ଅଧୀନରେ ଅନେକ ଗାଁକୁ ପାଣି ଯୋଗାଇ ଦିଆଯିବ। ଜଳସମ୍ପଦ ସଚିବ କହିଛନ୍ତି ଯେ ପ୍ରକଳ୍ପର କାର୍ଯ୍ୟ ଶୀଘ୍ର ଆରମ୍ଭ ହେବ। ଉକ୍ତ ଯୋଜନାରେ ଯାଜପୁର ଓ କେନ୍ଦ୍ରାପଡ଼ା ଜିଲ୍ଲାର ଉପକୂଳ, ଭଣ୍ଡାରି ଓ ବୈତରଣୀ ନଦୀକୂଳର ଗାଁଗୁଡ଼ିକ ଉପକୃତ ହେବେ। ପ୍ରକଳ୍ପର ଆନୁମାନିକ ବ୍ୟୟ ୫୦୦ କୋଟି ଟଙ୍କା ରହିଛି। ଜଳସମ୍ପଦ ବିଭାଗ ପକ୍ଷରୁ ଏହି ଯୋଜନା ନିମନ୍ତେ ପ୍ରସ୍ତାବ ଦିଆଯାଇଥିଲା। ଏଥିରେ ମୋଟ ୭୦ ହଜାର ହେକ୍ଟର ଜମିକୁ ଜଳସେଚନ ସୁବିଧା ମିଳିବ। ସେହିପରି ଅନ୍ୟ ଏକ ପ୍ରସ୍ତାବରେ ଲିଫ୍ଟ ଜଳସେଚନ ପ୍ରକଳ୍ପ ପାଇଁ ଅର୍ଥ ମଞ୍ଜୁର କରାଯାଇଛି। ଏହା ଫଳରେ ହଜାର ହଜାର କୃଷକ ଉପକୃତ ହେବେ ଓ ଖରିଫ ତଥା ରବି ଚାଷରେ ଉତ୍ପାଦନ ବୃଦ୍ଧି ପାଇବ। ମନ୍ତ୍ରିମଣ୍ଡଳ ବୈଠକରେ ମୋଟ ୧୨ଟି ପ୍ରସ୍ତାବ ଅନୁମୋଦିତ ହୋଇଛି। ମେଗା ଲିଫ୍ଟ ପ୍ରକଳ୍ପ ଅଧୀନରେ ଅନେକ ଗାଁକୁ ପାଣି ଯୋଗାଇ ଦିଆଯିବ। ଜଳସମ୍ପଦ ସଚିବ କହିଛନ୍ତି ଯେ ପ୍ରକଳ୍ପର କାର୍ଯ୍ୟ ଶୀଘ୍ର ଆରମ୍ଭ ହେବ। ଉକ୍ତ ଯୋଜନାରେ ଯାଜପୁର ଓ କେନ୍ଦ୍ରାପଡ଼ା ଜିଲ୍ଲାର ଉପକୂଳ, ଭଣ୍ଡାରି ଓ ବୈତରଣୀ ନଦୀକୂଳର ଗାଁଗୁଡ଼ିକ ଉପକୃତ ହେବେ। ପ୍ରକଳ୍ପର ଆନୁମାନିକ ବ୍ୟୟ ୫୦୦ କୋଟି ଟଙ୍କା ରହିଛି। ଜଳସମ୍ପଦ ବିଭାଗ ପକ୍ଷରୁ ଏହି ଯୋଜନା ନିମନ୍ତେ ପ୍ରସ୍ତାବ ଦିଆଯାଇଥିଲା। ଏଥିରେ ମୋଟ ୭୦ ହଜାର ହେକ୍ଟର ଜମିକୁ ଜଳସେଚନ ସୁବିଧା ମିଳିବ। ସେହିପରି ଅନ୍ୟ ଏକ ପ୍ରସ୍ତାବରେ ଲିଫ୍ଟ ଜଳସେଚନ ପ୍ରକଳ୍ପ ପାଇଁ ଅର୍ଥ ମଞ୍ଜୁର କରାଯାଇଛି। ଏହା ଫଳରେ ହଜାର ହଜାର କୃଷକ ଉପକୃତ ହେବେ ଓ ଖରିଫ ତଥା ରବି ଚାଷରେ ଉତ୍ପାଦନ ବୃଦ୍ଧି ପାଇବ। ମନ୍ତ୍ରିମଣ୍ଡଳ ବୈଠକରେ ମୋଟ ୧୨ଟି ପ୍ରସ୍ତାବ ଅନୁମୋଦିତ ହୋଇଛି। ମେଗା ଲିଫ୍ଟ ପ୍ରକଳ୍ପ ଅଧୀନରେ ଅନେକ ଗାଁକୁ ପାଣି ଯୋଗାଇ ଦିଆଯିବ। ଜଳସମ୍ପଦ ସଚିବ କହିଛନ୍ତି ଯେ ପ୍ରକଳ୍ପର କାର୍ଯ୍ୟ ଶୀଘ୍ର ଆରମ୍ଭ ହେବ। [746, 1180, 1118, 2004]
horoscope-sign-name: ସିଂହ [1128, 832, 1220, 854]
